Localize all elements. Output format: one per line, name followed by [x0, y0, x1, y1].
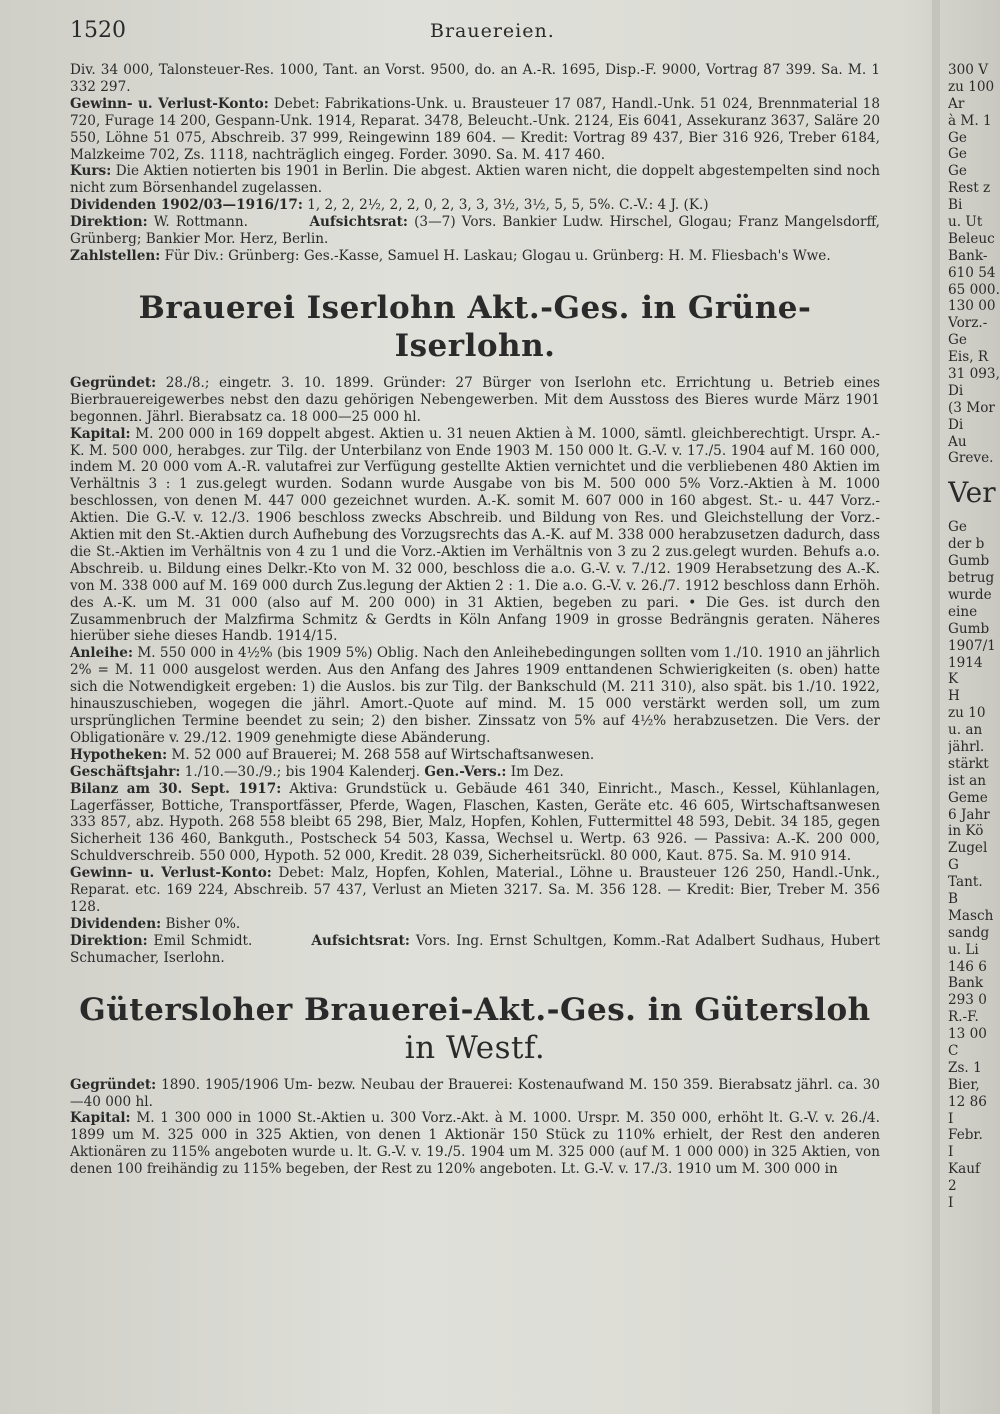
- margin-line: in Kö: [948, 823, 984, 840]
- prev-kurs: Kurs: Die Aktien notierten bis 1901 in Berlin. Die abgest. Aktien waren nicht, die doppelt abgestempelten sind noch nicht zum Börsenhandel zugelassen.: [70, 163, 880, 197]
- margin-line: stärkt: [948, 755, 989, 772]
- margin-line: 1907/1: [948, 637, 996, 654]
- prev-zahlstellen: Zahlstellen: Für Div.: Grünberg: Ges.-Kasse, Samuel H. Laskau; Glogau u. Grünberg: H. M. Fliesbach's Wwe.: [70, 247, 831, 264]
- margin-line: Kauf: [948, 1161, 981, 1178]
- margin-line: Ge: [948, 163, 967, 180]
- margin-line: I: [948, 1110, 954, 1127]
- margin-line: Ge: [948, 332, 967, 349]
- margin-line: Ge: [948, 519, 967, 536]
- margin-line: u. an: [948, 722, 983, 739]
- prev-dividenden: Dividenden 1902/03—1916/17: 1, 2, 2, 2½, 2, 2, 0, 2, 3, 3, 3½, 3½, 5, 5, 5%. C.-V.: 4 J. (K.): [70, 197, 709, 214]
- margin-line: sandg: [948, 924, 990, 941]
- section-title-guetersloh: Gütersloher Brauerei-Akt.-Ges. in Gütersloh in Westf.: [79, 991, 871, 1066]
- margin-line: der b: [948, 536, 985, 553]
- margin-line: Ge: [948, 129, 967, 146]
- iserlohn-dividenden: Dividenden: Bisher 0%.: [70, 915, 241, 932]
- margin-line: (3 Mor: [948, 399, 995, 416]
- margin-line: Greve.: [948, 450, 994, 467]
- iserlohn-hypotheken: Hypotheken: M. 52 000 auf Brauerei; M. 268 558 auf Wirtschaftsanwesen.: [70, 746, 595, 763]
- margin-line: u. Li: [948, 941, 979, 958]
- margin-line: Zs. 1: [948, 1059, 982, 1076]
- margin-line: zu 100: [948, 78, 995, 95]
- margin-line: Di: [948, 416, 964, 433]
- margin-line: ist an: [948, 772, 986, 789]
- margin-line: B: [948, 890, 958, 907]
- margin-line: C: [948, 1042, 959, 1059]
- margin-line: 12 86: [948, 1093, 987, 1110]
- margin-line: zu 10: [948, 705, 986, 722]
- iserlohn-direktion: Direktion: Emil Schmidt. Aufsichtsrat: Vors. Ing. Ernst Schultgen, Komm.-Rat Adalbert Sudhaus, Hubert Schumacher, Iserlohn.: [70, 932, 881, 966]
- margin-line: Beleuc: [948, 230, 995, 247]
- margin-line: Geme: [948, 789, 988, 806]
- margin-line: Gumb: [948, 553, 990, 570]
- margin-line: I: [948, 1195, 954, 1211]
- margin-line: 130 00: [948, 298, 996, 315]
- margin-line: Di: [948, 382, 964, 399]
- iserlohn-kapital: Kapital: M. 200 000 in 169 doppelt abgest. Aktien u. 31 neuen Aktien à M. 1000, sämtl. gleichberechtigt. Urspr. A.-K. M. 500 000, herabges. zur Tilg. der Unterbilanz von Ende 1903 M. 150 000 lt. G.-V. v. 17./5. 1904 auf M. 160 000, indem M. 20 000 vom A.-R. valutafrei zur Verfügung gestellte Aktien vernichtet und die verbliebenen 480 Aktien im Verhältnis 3 : 1 zus.gelegt wurden. Sodann wurde Ausgabe von bis M. 500 000 5% Vorz.-Aktien à M. 1000 beschlossen, von denen M. 447 000 gezeichnet wurden. A.-K. somit M. 607 000 in 160 abgest. St.- u. 447 Vorz.-Aktien. Die G.-V. v. 12./3. 1906 beschloss zwecks Abschreib. und Bildung von Res. und Gleichstellung der Vorz.-Aktien mit den St.-Aktien durch Aufhebung des Vorzugsrechts das A.-K. auf M. 338 000 herabzusetzen dadurch, dass die St.-Aktien im Verhältnis von 4 zu 1 und die Vorz.-Aktien im Verhältnis von 3 zu 2 zus.gelegt wurden. Behufs a.o. Abschreib. u. Bildung eines Delkr.-Kto von M. 32 000, beschloss die a.o. G.-V. v. 7./12. 1909 Herabsetzung des A.-K. von M. 338 000 auf M. 169 000 durch Zus.legung der Aktien 2 : 1. Die a.o. G.-V. v. 26./7. 1912 beschloss dann Erhöh. des A.-K. um M. 31 000 (also auf M. 200 000) in 31 Aktien, begeben zu pari. • Die Ges. ist durch den Zusammenbruch der Malzfirma Schmitz & Gerdts in Köln Anfang 1909 in grosse Bedrängnis geraten. Näheres hierüber siehe dieses Handb. 1914/15.: [70, 425, 880, 645]
- guetersloh-kapital: Kapital: M. 1 300 000 in 1000 St.-Aktien u. 300 Vorz.-Akt. à M. 1000. Urspr. M. 350 000, erhöht lt. G.-V. v. 26./4. 1899 um M. 325 000 in 325 Aktien, von denen 1 Aktionär 150 Stück zu 110% erhielt, der Rest den anderen Aktionären zu 115% angeboten wurde u. lt. G.-V. v. 19./5. 1904 um M. 325 000 (auf M. 1 000 000) in 325 Aktien, von denen 100 freihändig zu 115% begeben, der Rest zu 120% angeboten. Lt. G.-V. v. 17./3. 1910 um M. 300 000 in: [70, 1110, 880, 1178]
- section-title-iserlohn: Brauerei Iserlohn Akt.-Ges. in Grüne-Iserlohn.: [138, 289, 812, 364]
- gutter: [932, 0, 940, 1414]
- margin-line: 146 6: [948, 958, 987, 975]
- margin-line: 300 V: [948, 62, 989, 78]
- margin-line: R.-F.: [948, 1009, 979, 1026]
- margin-line: eine: [948, 603, 978, 620]
- margin-line: 2: [948, 1178, 957, 1195]
- margin-line: u. Ut: [948, 214, 983, 231]
- iserlohn-bilanz: Bilanz am 30. Sept. 1917: Aktiva: Grundstück u. Gebäude 461 340, Einricht., Masch., Kessel, Kühlanlagen, Lagerfässer, Bottiche, Transportfässer, Pferde, Wagen, Flaschen, Kasten, Geräte etc. 46 605, Wirtschaftsanwesen 333 857, abz. Hypoth. 268 558 bleibt 65 298, Bier, Malz, Hopfen, Kohlen, Futtermittel 48 593, Debit. 34 185, gegen Sicherheit 136 460, Bankguth., Postscheck 54 503, Kassa, Wechsel u. Wertp. 63 926. — Passiva: A.-K. 200 000, Schuldverschreib. 550 000, Hypoth. 52 000, Kredit. 28 039, Sicherheitsrückl. 80 000, Kaut. 875. Sa. M. 910 914.: [70, 780, 880, 865]
- margin-line: Vorz.-: [948, 315, 988, 332]
- guetersloh-gegruendet: Gegründet: 1890. 1905/1906 Um- bezw. Neubau der Brauerei: Kostenaufwand M. 150 359. Bierabsatz jährl. ca. 30—40 000 hl.: [70, 1076, 880, 1110]
- margin-line: H: [948, 688, 960, 705]
- prev-direktion: Direktion: W. Rottmann. Aufsichtsrat: (3—7) Vors. Bankier Ludw. Hirschel, Glogau; Franz Mangelsdorff, Grünberg; Bankier Mor. Herz, Berlin.: [70, 214, 880, 248]
- iserlohn-geschaeftsjahr: Geschäftsjahr: 1./10.—30./9.; bis 1904 Kalenderj. Gen.-Vers.: Im Dez.: [70, 763, 564, 780]
- prev-dividend-line: Div. 34 000, Talonsteuer-Res. 1000, Tant. an Vorst. 9500, do. an A.-R. 1695, Disp.-F. 9000, Vortrag 87 399. Sa. M. 1 332 297.: [70, 62, 880, 95]
- margin-line: Gumb: [948, 620, 990, 637]
- margin-line: K: [948, 671, 959, 688]
- margin-line: jährl.: [948, 738, 985, 755]
- margin-line: à M. 1: [948, 112, 992, 129]
- margin-line: Bank-: [948, 247, 988, 264]
- margin-line: 1914: [948, 654, 983, 671]
- margin-line: Febr.: [948, 1127, 983, 1144]
- iserlohn-anleihe: Anleihe: M. 550 000 in 4½% (bis 1909 5%) Oblig. Nach den Anleihebedingungen sollten vom 1./10. 1910 an jährlich 2% = M. 11 000 ausgelost werden. Aus den Anfang des Jahres 1909 enttandenen Schwierigkeiten (s. oben) hatte sich die Notwendigkeit ergeben: 1) die Auslos. bis zur Tilg. der Bankschuld (M. 211 310), also spät. bis 1./10. 1922, hinauszuschieben, wogegen die jährl. Amort.-Quote auf mind. M. 15 000 verstärkt werden soll, um zum ursprünglichen Termine beendet zu sein; 2) den bisher. Zinssatz von 5% auf 4½% herabzusetzen. Die Vers. der Obligationäre v. 29./12. 1909 genehmigte diese Abänderung.: [70, 645, 880, 746]
- margin-line: betrug: [948, 570, 995, 587]
- margin-line: Ver: [948, 476, 996, 510]
- margin-line: Zugel: [948, 840, 988, 857]
- iserlohn-guv: Gewinn- u. Verlust-Konto: Debet: Malz, Hopfen, Kohlen, Material., Löhne u. Brausteuer 126 250, Handl.-Unk., Reparat. etc. 169 224, Abschreib. 57 437, Verlust an Mieten 3217. Sa. M. 356 128. — Kredit: Bier, Treber M. 356 128.: [70, 865, 881, 915]
- margin-line: Eis, R: [948, 349, 989, 366]
- margin-line: 610 54: [948, 264, 996, 281]
- margin-line: 293 0: [948, 992, 987, 1009]
- margin-line: Ar: [948, 95, 965, 112]
- margin-line: G: [948, 857, 959, 874]
- margin-line: 13 00: [948, 1026, 987, 1043]
- margin-line: Bank: [948, 975, 984, 992]
- margin-line: Masch: [948, 907, 994, 924]
- margin-line: 65 000.: [948, 281, 1000, 298]
- margin-line: Ge: [948, 146, 967, 163]
- margin-line: Au: [948, 433, 967, 450]
- iserlohn-gegruendet: Gegründet: 28./8.; eingetr. 3. 10. 1899. Gründer: 27 Bürger von Iserlohn etc. Errichtung u. Betrieb eines Bierbrauereigewerbes nebst den dazu gehörigen Nebengewerben. Mit dem Ausstoss des Bieres wurde März 1901 begonnen. Jährl. Bierabsatz ca. 18 000—25 000 hl.: [70, 374, 880, 425]
- adjacent-page-fragment: [948, 62, 1000, 1212]
- prev-gv-konto: Gewinn- u. Verlust-Konto: Debet: Fabrikations-Unk. u. Brausteuer 17 087, Handl.-Unk. 51 024, Brennmaterial 18 720, Furage 14 200, Gespann-Unk. 1914, Reparat. 3478, Beleucht.-Unk. 2124, Eis 6041, Assekuranz 3637, Saläre 20 550, Löhne 51 075, Abschreib. 37 999, Reingewinn 189 604. — Kredit: Vortrag 89 437, Bier 316 926, Treber 6184, Malzkeime 702, Zs. 1118, nachträglich eingeg. Forder. 3090. Sa. M. 417 460.: [70, 95, 880, 163]
- margin-line: wurde: [948, 586, 992, 603]
- page-number: 1520: [70, 18, 126, 43]
- margin-line: Bi: [948, 197, 963, 214]
- margin-line: 31 093,: [948, 366, 1000, 383]
- margin-line: Bier,: [948, 1076, 980, 1093]
- page-header: [70, 18, 930, 46]
- margin-line: Tant.: [948, 874, 983, 891]
- main-column: [70, 62, 880, 1178]
- margin-line: Rest z: [948, 180, 991, 197]
- margin-line: 6 Jahr: [948, 806, 990, 823]
- margin-line: I: [948, 1144, 954, 1161]
- running-title: Brauereien.: [430, 20, 555, 42]
